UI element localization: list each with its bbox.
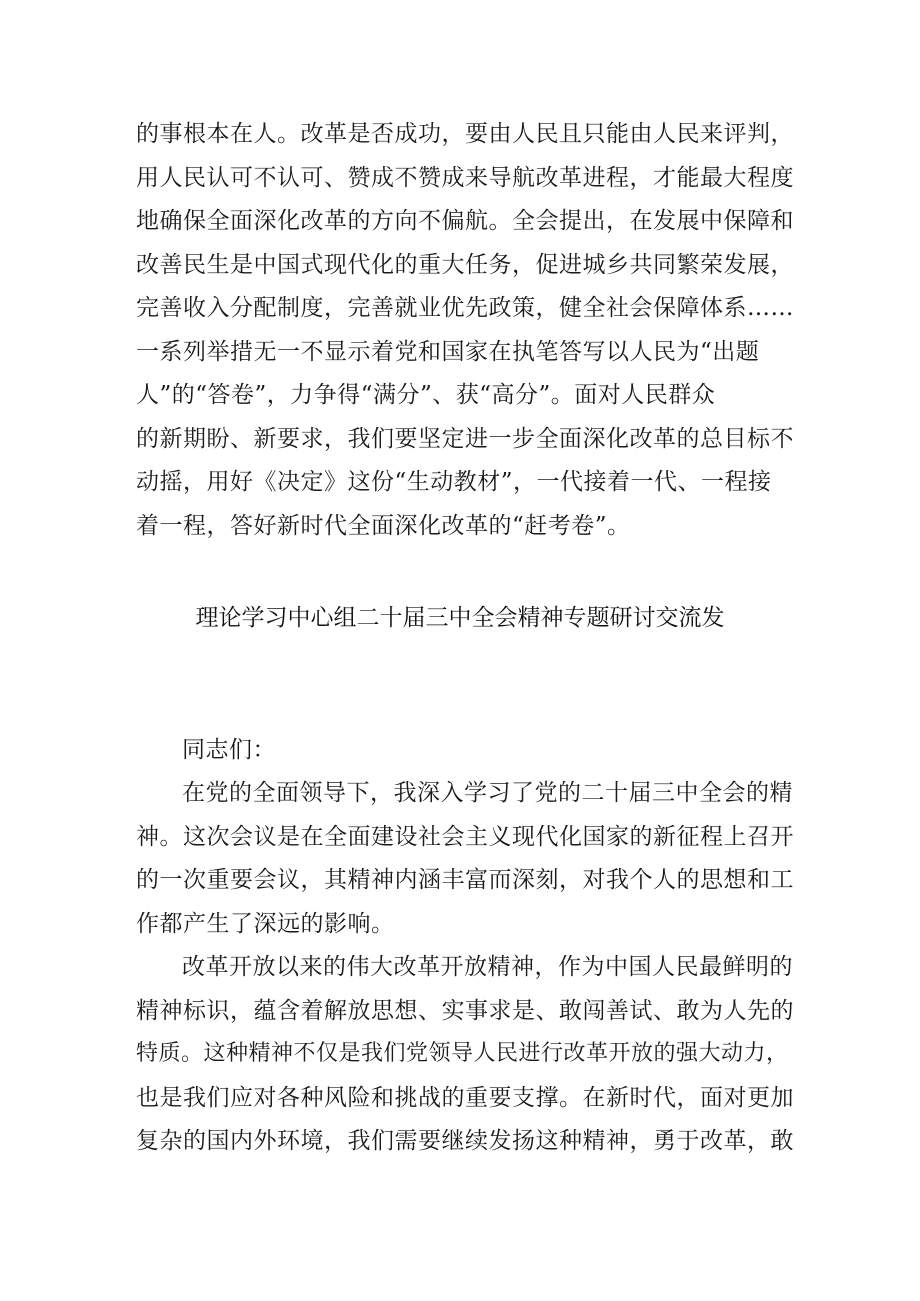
paragraph-line: 作都产生了深远的影响。 — [136, 911, 395, 937]
paragraph-line: 完善收入分配制度，完善就业优先政策，健全社会保障体系…… — [136, 295, 794, 321]
paragraph-line: 也是我们应对各种风险和挑战的重要支撑。在新时代，面对更加 — [136, 1085, 794, 1111]
paragraph-line: 改革开放以来的伟大改革开放精神，作为中国人民最鲜明的 — [182, 954, 793, 980]
paragraph-line: 的一次重要会议，其精神内涵丰富而深刻，对我个人的思想和工 — [136, 867, 794, 893]
paragraph-line: 复杂的国内外环境，我们需要继续发扬这种精神，勇于改革，敢 — [136, 1128, 794, 1154]
paragraph-line: 动摇，用好《决定》这份“生动教材”，一代接着一代、一程接 — [136, 469, 772, 495]
paragraph-line: 改善民生是中国式现代化的重大任务，促进城乡共同繁荣发展， — [136, 252, 794, 278]
paragraph-line: 特质。这种精神不仅是我们党领导人民进行改革开放的强大动力， — [136, 1041, 789, 1066]
paragraph-line: 一系列举措无一不显示着党和国家在执笔答写以人民为“出题 — [136, 339, 760, 365]
paragraph-line: 地确保全面深化改革的方向不偏航。全会提出，在发展中保障和 — [136, 208, 794, 234]
paragraph-line: 的事根本在人。改革是否成功，要由人民且只能由人民来评判， — [136, 121, 794, 147]
paragraph-line: 着一程，答好新时代全面深化改革的“赶考卷”。 — [136, 513, 631, 539]
paragraph-line: 的新期盼、新要求，我们要坚定进一步全面深化改革的总目标不 — [136, 426, 794, 452]
paragraph-line: 用人民认可不认可、赞成不赞成来导航改革进程，才能最大程度 — [136, 165, 794, 191]
paragraph-line: 精神标识，蕴含着解放思想、实事求是、敢闯善试、敢为人先的 — [136, 998, 794, 1024]
article-title: 理论学习中心组二十届三中全会精神专题研讨交流发 — [195, 605, 725, 631]
paragraph-line: 人”的“答卷”，力争得“满分”、获“高分”。面对人民群众 — [136, 382, 716, 408]
paragraph-line: 神。这次会议是在全面建设社会主义现代化国家的新征程上召开 — [136, 824, 794, 850]
paragraph-line: 在党的全面领导下，我深入学习了党的二十届三中全会的精 — [182, 780, 793, 806]
salutation: 同志们： — [182, 737, 276, 763]
